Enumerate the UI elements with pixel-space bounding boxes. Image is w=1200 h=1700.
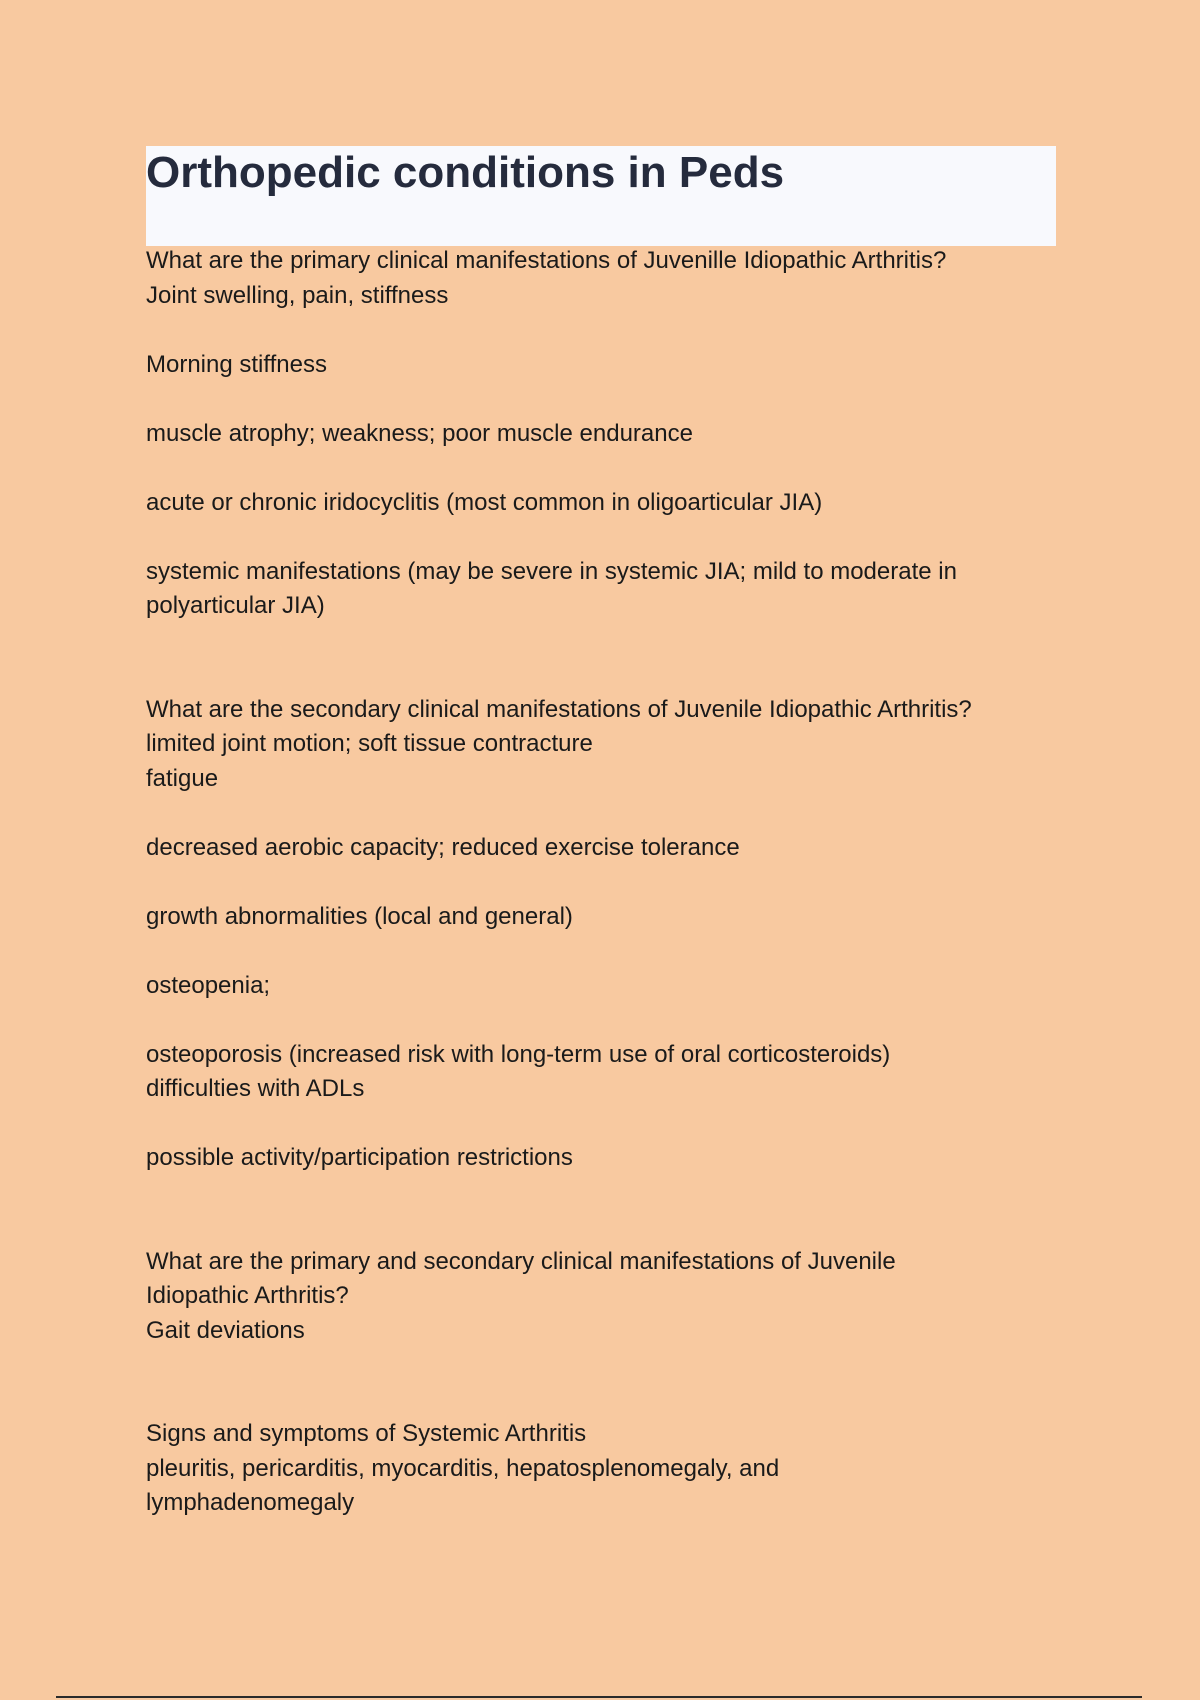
- answer-line: difficulties with ADLs: [146, 1075, 365, 1102]
- answer-line: muscle atrophy; weakness; poor muscle endurance: [146, 419, 693, 447]
- question-primary-manifestations: What are the primary clinical manifestations of Juvenille Idiopathic Arthritis?: [146, 247, 947, 274]
- page-title: Orthopedic conditions in Peds: [146, 148, 785, 197]
- answer-line: growth abnormalities (local and general): [146, 902, 573, 930]
- answer-line: polyarticular JIA): [146, 592, 325, 619]
- answer-line: osteoporosis (increased risk with long-term use of oral corticosteroids): [146, 1040, 891, 1068]
- answer-line: acute or chronic iridocyclitis (most common in oligoarticular JIA): [146, 488, 823, 516]
- title-banner: [146, 146, 1056, 246]
- answer-line: Morning stiffness: [146, 350, 327, 378]
- answer-line: systemic manifestations (may be severe in systemic JIA; mild to moderate in: [146, 557, 957, 585]
- bottom-divider: [56, 1696, 1142, 1698]
- question-secondary-manifestations: What are the secondary clinical manifestations of Juvenile Idiopathic Arthritis?: [146, 695, 972, 723]
- question-systemic-arthritis: Signs and symptoms of Systemic Arthritis: [146, 1420, 587, 1447]
- answer-line: pleuritis, pericarditis, myocarditis, hepatosplenomegaly, and: [146, 1454, 780, 1482]
- answer-line: fatigue: [146, 764, 219, 792]
- document-body: [146, 244, 1066, 1521]
- answer-line: lymphadenomegaly: [146, 1489, 355, 1516]
- answer-line: limited joint motion; soft tissue contracture: [146, 730, 593, 757]
- answer-line: decreased aerobic capacity; reduced exercise tolerance: [146, 833, 740, 861]
- answer-line: Joint swelling, pain, stiffness: [146, 281, 449, 309]
- question-primary-secondary-manifestations-cont: Idiopathic Arthritis?: [146, 1282, 349, 1309]
- answer-line: possible activity/participation restrictions: [146, 1144, 573, 1171]
- answer-line: osteopenia;: [146, 971, 271, 999]
- answer-line: Gait deviations: [146, 1316, 305, 1344]
- question-primary-secondary-manifestations: What are the primary and secondary clinical manifestations of Juvenile: [146, 1247, 896, 1275]
